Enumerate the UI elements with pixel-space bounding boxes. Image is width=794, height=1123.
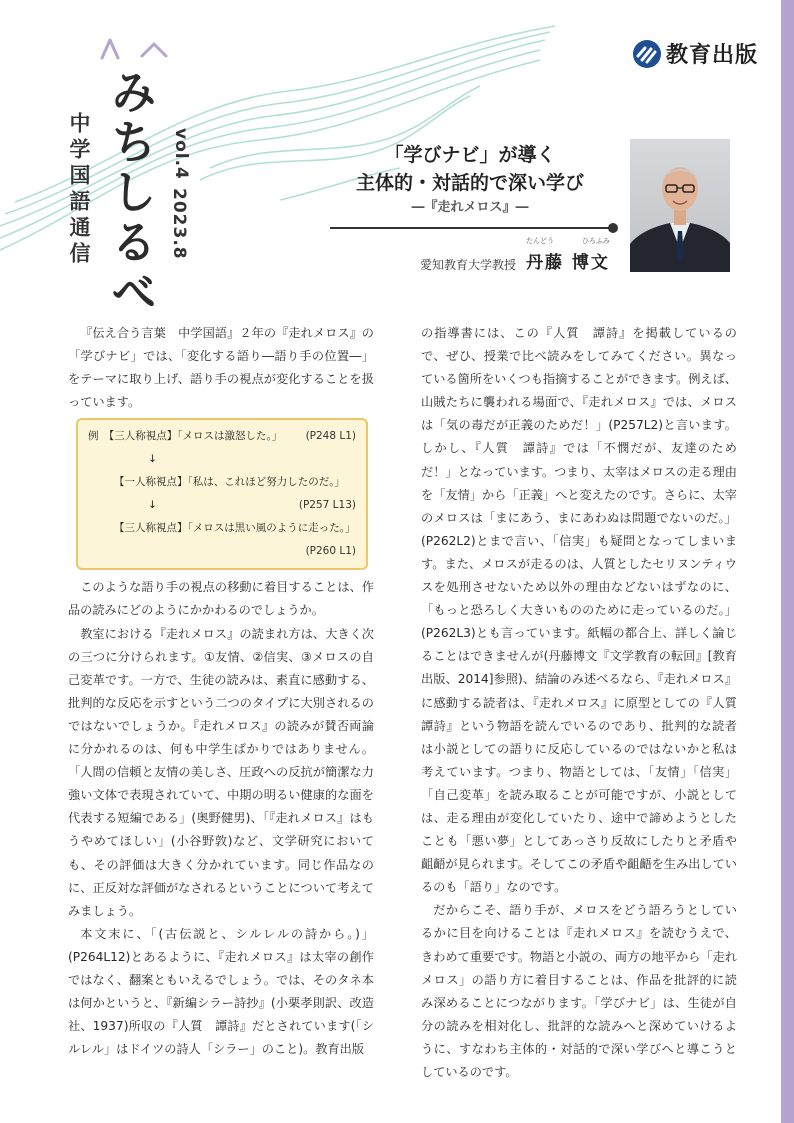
example-line3-ref: (P260 L1) — [305, 545, 356, 558]
masthead-title: みちしるべ — [104, 68, 158, 318]
volume-label: vol.4 — [171, 128, 191, 180]
author-name-wrap — [526, 237, 610, 273]
headline-rule-dot — [608, 223, 618, 233]
example-label: 例 — [88, 430, 99, 443]
intro-paragraph: 『伝え合う言葉 中学国語』２年の『走れメロス』の「学びナビ」では、「変化する語り―語り手の位置―」をテーマに取り上げ、語り手の視点が変化することを扱っています。 — [68, 326, 374, 410]
example-line3-text: 【三人称視点】「メロスは黒い風のように走った。」 — [114, 522, 356, 535]
paragraph-2: このような語り手の視点の移動に着目することは、作品の読みにどのようにかかわるのでしょうか。 — [68, 580, 374, 618]
publisher-name: 教育出版 — [666, 43, 759, 68]
publisher-logo — [632, 38, 758, 69]
example-line-1 — [88, 425, 356, 448]
example-line1-ref: (P248 L1) — [305, 430, 356, 443]
headline-line1: 「学びナビ」が導く — [384, 144, 556, 166]
author-ruby — [526, 236, 610, 246]
author-name: 丹藤 博文 — [526, 253, 610, 273]
left-column — [68, 322, 374, 1061]
chevron-mark-icon — [98, 36, 170, 62]
paragraph-4 — [68, 923, 374, 1062]
masthead-subtitle: 中学国語通信 — [67, 112, 91, 268]
example-box — [76, 418, 368, 570]
example-line-2-ref-row — [88, 494, 356, 517]
paragraph-4-continued: の指導書には、この『人質 譚詩』を掲載しているので、ぜひ、授業で比べ読みをしてみてください。異なっている箇所をいくつも指摘することができます。例えば、山賊たちに襲われる場面で、『走れメロス』では、メロスは「気の毒だが正義のためだ！」(P257L2)と言います。しかし、『人質 譚詩』では「不憫だが、友達のためだ！」となっています。つまり、太宰はメロスの走る理由を「友情」から「正義」へと変えたのです。さらに、太宰のメロスは「まにあう、まにあわぬは問題でないのだ。」(P262L2)とまで言い、「信実」も疑問となってしまいます。また、メロスが走るのは、人質としたセリヌンティウスを処刑させないため以外の理由などないはずなのに、「もっと恐ろしく大きいもののために走っているのだ。」(P262L3)とも言っています。紙幅の都合上、詳しく論じることはできませんが(丹藤博文『文学教育の転回』[教育出版、2014]参照)、結論のみ述べるなら、『走れメロス』に感動する読者は、『走れメロス』に原型としての『人質 譚詩』という物語を読んでいるのであり、批判的な読者は小説としての語りに反応しているのではないかと私は考えています。つまり、物語としては、「友情」「信実」「自己変革」を読み取ることが可能ですが、小説としては、走る理由が変化していたり、途中で諦めようとしたことも「悪い夢」としてあっさり反故にしたりと矛盾や齟齬が見られます。そしてこの矛盾や齟齬を生み出しているのも「語り」なのです。 — [421, 326, 750, 895]
ruby-surname: たんどう — [526, 237, 555, 245]
publisher-logo-icon — [632, 39, 662, 69]
author-block — [420, 237, 610, 273]
paragraph-4-text: 本文末に、「(古伝説と、シルレルの詩から。)」(P264L12)とあるように、『走れメロス』は太宰の創作ではなく、翻案ともいえるでしょう。では、そのタネ本は何かというと、『新編シラー詩抄』(小栗孝則訳、改造社、1937)所収の『人質 譚詩』だとされています(「シルレル」はドイツの詩人「シラー」のこと)。教育出版 — [68, 926, 374, 1057]
example-line2-text: 【一人称視点】「私は、これほど努力したのだ。」 — [114, 476, 345, 489]
headline-rule — [330, 227, 612, 229]
down-arrow-icon-2: ↓ — [148, 499, 157, 512]
right-column — [421, 322, 750, 1084]
headline-subtitle: ―『走れメロス』― — [411, 200, 529, 215]
author-photo — [630, 139, 730, 272]
paragraph-3: 教室における『走れメロス』の読まれ方は、大きく次の三つに分けられます。①友情、②信実、③メロスの自己変革です。一方で、生徒の読みは、素直に感動する、批判的な反応を示すという二つのタイプに大別されるのではないでしょうか。『走れメロス』の読みが賛否両論に分かれるのは、何も中学生ばかりではありません。「人間の信頼と友情の美しさ、圧政への反抗が簡潔な力強い文体で表現されていて、中期の明るい健康的な面を代表する短編である」(奥野健男)、「『走れメロス』はもうやめてほしい」(小谷野敦)など、文学研究においても、その評価は大きく分かれています。同じ作品なのに、正反対な評価がなされるということについて考えてみましょう。 — [68, 626, 374, 918]
headline-line2: 主体的・対話的で深い学び — [355, 172, 584, 194]
author-affiliation: 愛知教育大学教授 — [420, 258, 517, 272]
down-arrow-icon: ↓ — [148, 453, 157, 466]
example-line1-text: 【三人称視点】「メロスは激怒した。」 — [109, 430, 283, 443]
example-line2-ref: (P257 L13) — [298, 499, 356, 512]
ruby-given: ひろふみ — [581, 237, 610, 245]
issue-date: 2023.8 — [169, 188, 189, 260]
paragraph-5: だからこそ、語り手が、メロスをどう語ろうとしているかに目を向けることは『走れメロス』を読むうえで、きわめて重要です。物語と小説の、両方の地平から「走れメロス」の語り方に着目することは、作品を批評的に読み深めることにつながります。「学びナビ」は、生徒が自分の読みを相対化し、批評的な読みへと深めていけるように、すなわち主体的・対話的で深い学びへと導こうとしているのです。 — [421, 903, 737, 1079]
example-line-3-ref-row — [88, 540, 356, 563]
